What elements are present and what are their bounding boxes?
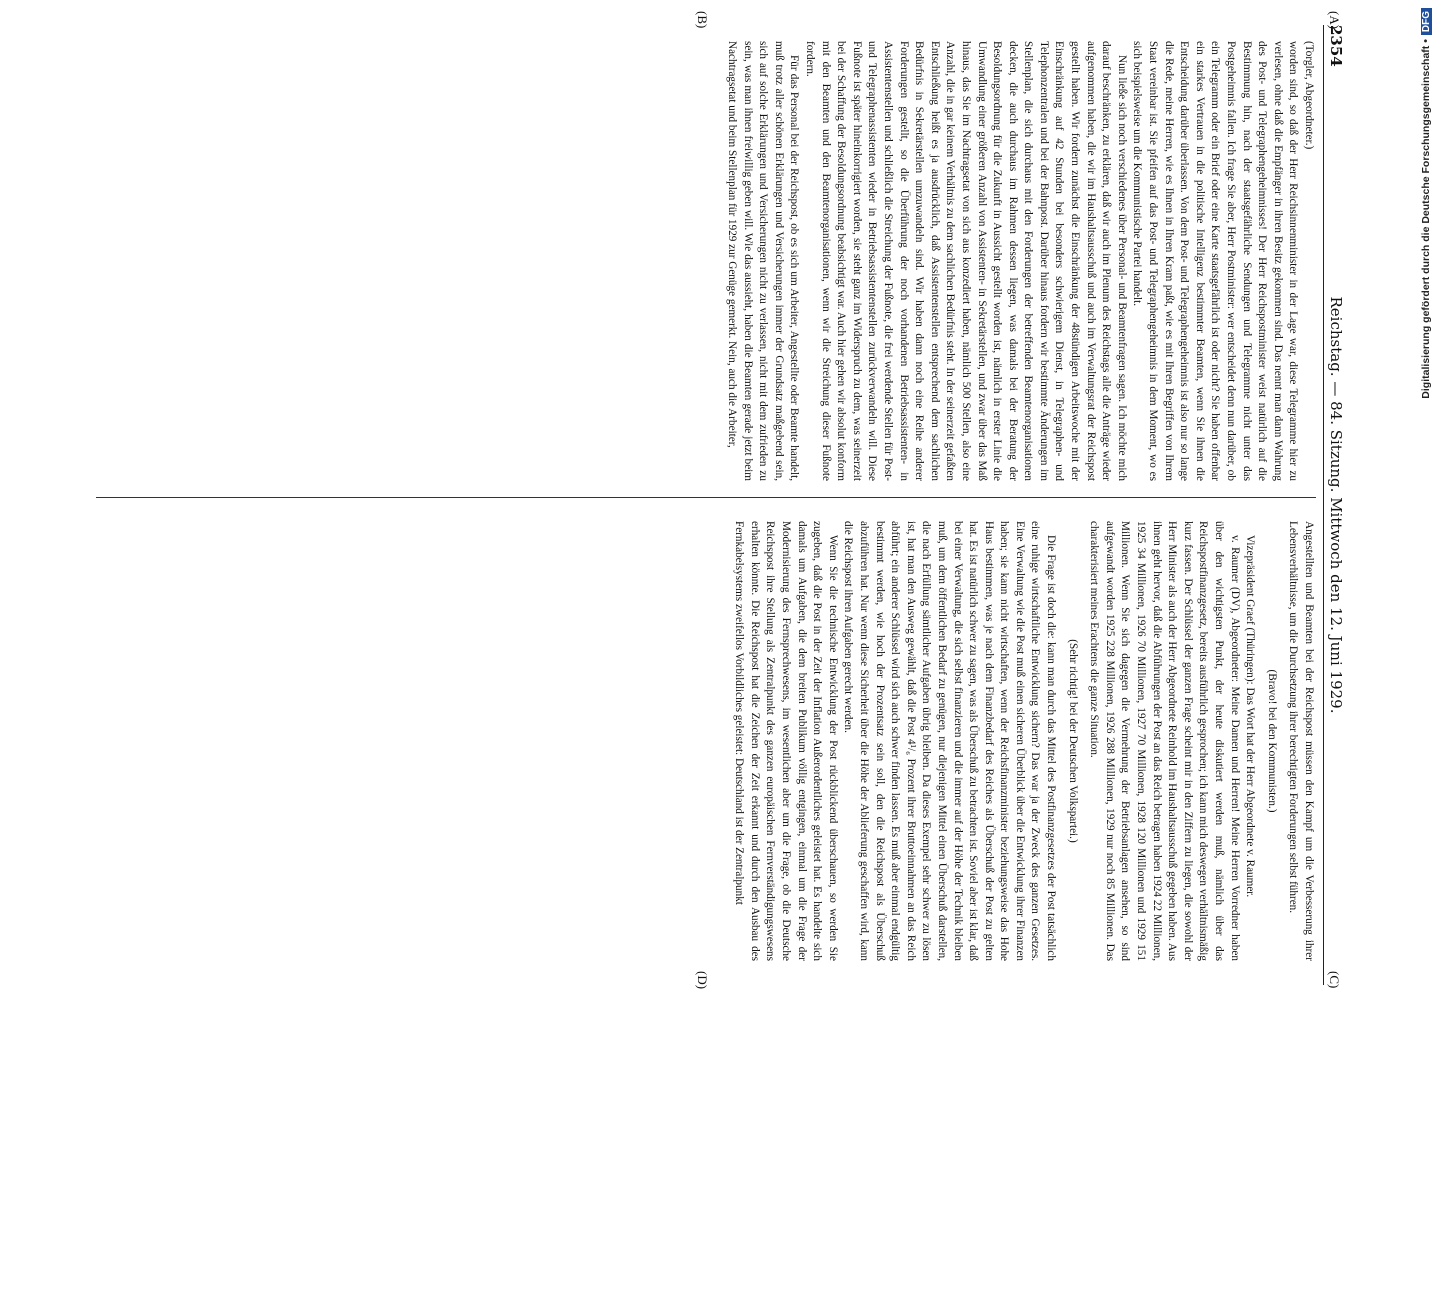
right-column-paragraph: Wenn Sie die technische Entwicklung der Post rückblickend überschauen, so werden Sie zugeben, daß die Post in der Zeit der Inflation Außerordentliches geleistet hat. Es handelte sich damals um Aufgaben, die dem breiten Publikum völlig entgingen, einmal um die Frage der Modernisierung des Fernsprechwesens, im wesentlichen aber um die Frage, ob die Deutsche Reichspost ihre Stellung als Zentralpunkt des ganzen europäischen Fernverständigungswesens erhalten könnte. Die Reichspost hat die Zeichen der Zeit erkannt und durch den Ausbau des Fernkabelsystems zweifellos Vorbildliches geleistet: Deutschland ist der Zentralpunkt <box>733 521 839 961</box>
right-column-paragraph: (Sehr richtig! bei der Deutschen Volkspartei.) <box>1066 639 1079 843</box>
left-text-column <box>723 41 1316 481</box>
margin-marker-b: (B) <box>695 11 710 29</box>
left-column-paragraph: Für das Personal bei der Reichspost, ob es sich um Arbeiter, Angestellte oder Beamte handelt, muß trotz aller schönen Erklärungen und Versicherungen immer der Grundsatz maßgebend sein, sich auf solche Erklärungen und Versicherungen nicht zu verlassen, nicht mit dem zufrieden zu sein, was man ihnen freiwillig geben will. Wie das aussieht, haben die Beamten gerade jetzt beim Nachtragsetat und beim Stellenplan für 1929 zur Genüge gemerkt. Nein, auch die Arbeiter, <box>726 41 801 481</box>
margin-marker-a: (A) <box>1327 11 1342 30</box>
credit-text: Digitalisierung gefördert durch die Deutsche Forschungsgemeinschaft • <box>1420 39 1432 399</box>
page-title: Reichstag. — 84. Sitzung. Mittwoch den 12. Juni 1929. <box>1327 296 1345 714</box>
page-number: 2354 <box>1327 25 1345 67</box>
dfg-logo: DFG <box>1421 8 1432 35</box>
right-column-paragraph: Vizepräsident Graef (Thüringen): Das Wort hat der Herr Abgeordnete v. Raumer. <box>1244 535 1257 898</box>
right-column-paragraph: (Bravo! bei den Kommunisten.) <box>1265 669 1278 813</box>
margin-marker-c: (C) <box>1327 971 1342 989</box>
digitization-credit <box>1398 8 1432 998</box>
left-column-paragraph: (Torgler, Abgeordneter.) <box>1303 41 1315 150</box>
page-header <box>1323 25 1350 985</box>
margin-marker-d: (D) <box>695 971 710 990</box>
right-text-column <box>731 521 1316 961</box>
left-column-paragraph: worden sind, so daß der Herr Reichsinnenminister in der Lage war, diese Telegramme hier zu verlesen, ohne daß die Empfänger in ihren Besitz gekommen sind. Das nennt man dann Wahrung des Post- und Telegraphengeheimnisses! Der Herr Reichspostminister weist natürlich auf die Bestimmung hin, nach der staatsgefährliche Sendungen und Telegramme nicht unter das Postgeheimnis fallen. Ich frage Sie aber, Herr Postminister: wer entscheidet denn nun darüber, ob ein Telegramm oder ein Brief oder eine Karte staatsgefährlich ist oder nicht? Sie haben offenbar ein starkes Vertrauen in die politische Intelligenz bestimmter Beamten, wenn Sie ihnen die Entscheidung darüber überlassen. Von dem Post- und Telegraphengeheimnis ist also nur so lange die Rede, meine Herren, wie es Ihnen in Ihren Kram paßt, wie es mit Ihren Begriffen von Ihrem Staat vereinbar ist. Sie pfeifen auf das Post- und Telegraphengeheimnis in dem Moment, wo es sich beispielsweise um die Kommunistische Partei handelt. <box>1131 41 1300 481</box>
right-column-paragraph: Die Frage ist doch die: kann man durch das Mittel des Postfinanzgesetzes der Post tatsächlich eine ruhige wirtschaftliche Entwicklung sichern? Das war ja der Zweck des ganzen Gesetzes. Eine Verwaltung wie die Post muß einen sicheren Überblick über die Entwicklung ihrer Finanzen haben; sie kann nicht wirtschaften, wenn der Reichsfinanzminister beziehungsweise das Hohe Haus bestimmen, was je nach dem Finanzbedarf des Reiches als Überschuß der Post zu gelten hat. Es ist natürlich schwer zu sagen, was als Überschuß zu betrachten ist. Soviel aber ist klar, daß bei einer Verwaltung, die sich selbst finanzieren und die immer auf der Höhe der Technik bleiben muß, um dem öffentlichen Bedarf zu genügen, nur diejenigen Mittel einen Überschuß darstellen, die nach Erfüllung sämtlicher Aufgaben übrig bleiben. Da dieses Exempel sehr schwer zu lösen ist, hat man den Ausweg gewählt, daß die Post 4¹/₆ Prozent ihrer Bruttoeinnahmen an das Reich abführt; ein anderer Schlüssel wird sich auch schwer finden lassen. Es muß aber einmal endgültig bestimmt werden, wie hoch der Prozentsatz sein soll, den die Reichspost als Überschuß abzuführen hat. Nur wenn diese Sicherheit über die Höhe der Ablieferung geschaffen wird, kann die Reichspost ihren Aufgaben gerecht werden. <box>842 521 1058 961</box>
column-divider <box>96 497 1316 498</box>
rotated-document-sheet <box>390 11 1350 1315</box>
right-column-paragraph: Angestellten und Beamten bei der Reichspost müssen den Kampf um die Verbesserung ihrer Lebensverhältnisse, um die Durchsetzung ihrer berechtigten Forderungen selbst führen. <box>1287 521 1315 961</box>
left-column-paragraph: Nun ließe sich noch verschiedenes über Personal- und Beamtenfragen sagen. Ich möchte mich darauf beschränken, zu erklären, daß wir auch im Plenum des Reichstags alle die Anträge wieder aufgenommen haben, die wir im Haushaltsausschuß und auch im Verwaltungsrat der Reichspost gestellt haben. Wir fordern zunächst die Einschränkung der 48stündigen Arbeitswoche mit der Einschränkung auf 42 Stunden bei besonders schwierigem Dienst, in Telegraphen- und Telephonzentralen und bei der Bahnpost. Darüber hinaus fordern wir bestimmte Änderungen im Stellenplan, die sich durchaus mit den Forderungen der betreffenden Beamtenorganisationen decken, die auch durchaus im Rahmen dessen liegen, was damals bei der Beratung der Besoldungsordnung für die Zukunft in Aussicht gestellt worden ist, nämlich in erster Linie die Umwandlung einer größeren Anzahl von Assistenten- in Sekretärstellen, und zwar über das Maß hinaus, das Sie im Nachtragsetat von sich aus konzediert haben, nämlich 500 Stellen, also eine Anzahl, die in gar keinem Verhältnis zu dem sachlichen Bedürfnis steht. In der seinerzeit gefaßten Entschließung heißt es ja ausdrücklich, daß Assistentenstellen entsprechend dem sachlichen Bedürfnis in Sekretärstellen umzuwandeln sind. Wir haben dann noch eine Reihe anderer Forderungen gestellt, so die Überführung der noch vorhandenen Betriebsassistenten- in Assistentenstellen und schließlich die Streichung der Fußnote, die frei werdende Stellen für Post- und Telegraphenassistenten wieder in Betriebsassistentenstellen zurückverwandeln will. Diese Fußnote ist später hineinkorrigiert worden, sie steht ganz im Widerspruch zu dem, was seinerzeit bei der Schaffung der Besoldungsordnung beabsichtigt war. Auch hier gehen wir absolut konform mit den Beamten und den Beamtenorganisationen, wenn wir die Streichung dieser Fußnote fordern. <box>804 41 1128 481</box>
right-column-paragraph: v. Raumer (DV), Abgeordneter: Meine Damen und Herren! Meine Herren Vorredner haben über den wichtigsten Punkt, der heute diskutiert werden muß, nämlich über das Reichspostfinanzgesetz, bereits ausführlich gesprochen; ich kann mich deswegen verhältnismäßig kurz fassen. Der Schlüssel der ganzen Frage scheint mir in den Ziffern zu liegen, die sowohl der Herr Minister als auch der Herr Abgeordnete Reinhold im Haushaltsausschuß gegeben haben. Aus ihnen geht hervor, daß die Abführungen der Post an das Reich betragen haben 1924 22 Millionen, 1925 34 Millionen, 1926 70 Millionen, 1927 70 Millionen, 1928 120 Millionen und 1929 151 Millionen. Wenn Sie sich dagegen die Vermehrung der Betriebsanlagen ansehen, so sind aufgewandt worden 1925 228 Millionen, 1926 288 Millionen, 1929 nur noch 85 Millionen. Das charakterisiert meines Erachtens die ganze Situation. <box>1088 521 1241 961</box>
